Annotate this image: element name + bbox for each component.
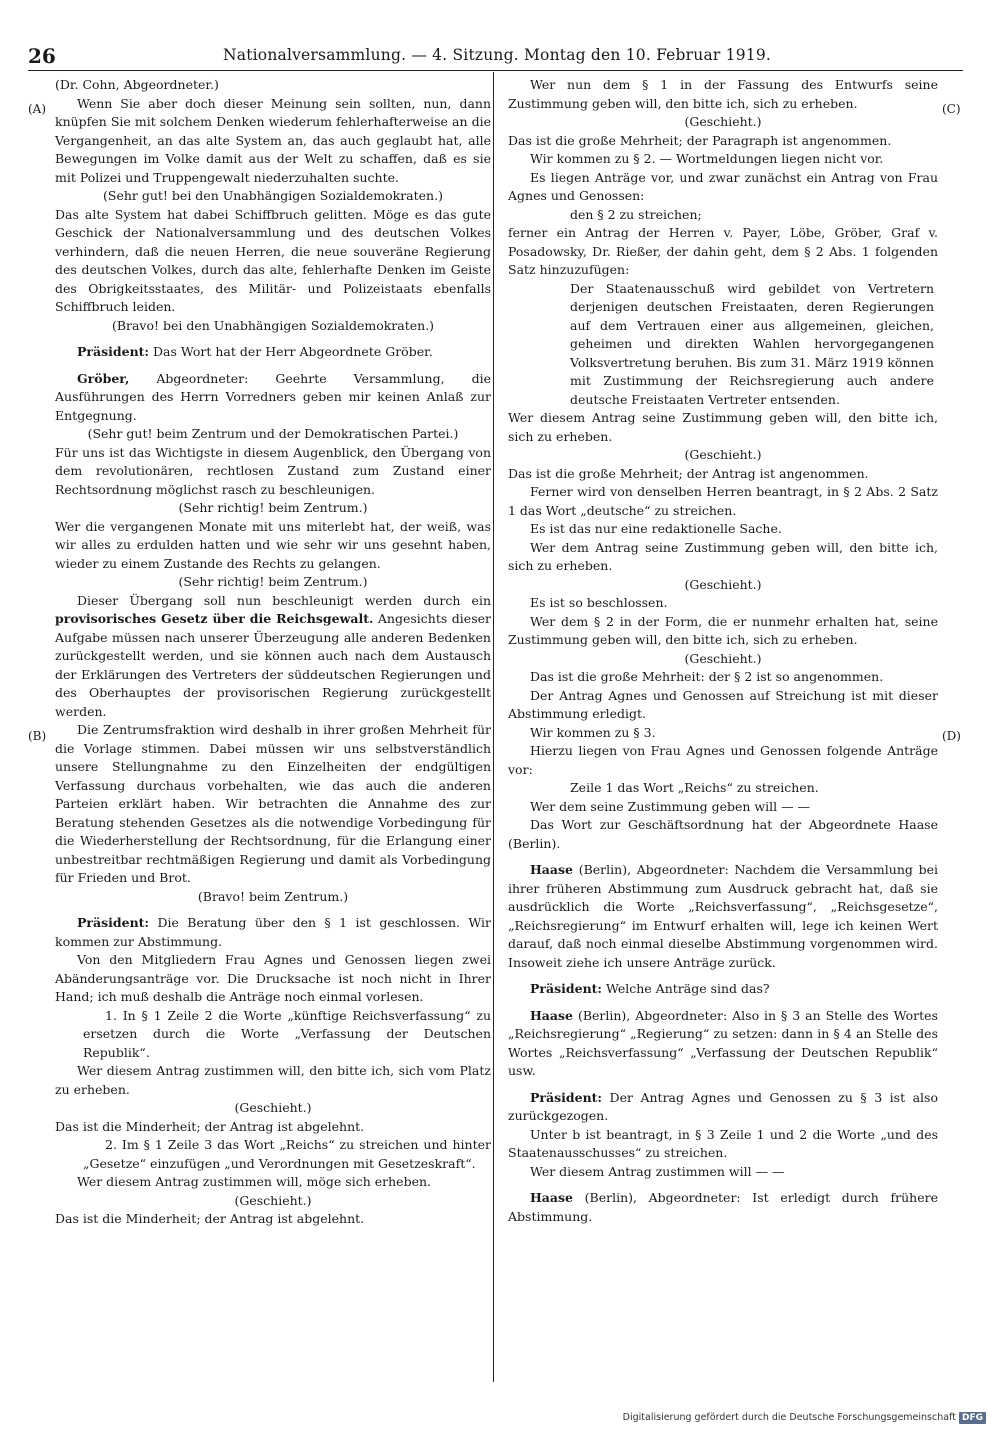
- paragraph: [508, 1089, 938, 1126]
- paragraph: Das alte System hat dabei Schiffbruch gelitten. Möge es das gute Geschick der Nationalversammlung und des deutschen Volkes verhindern, daß die neuen Herren, die neue souveräne Regierung des deutschen Volkes, durch das alte, fehlerhafte Denken im Geiste des Obrigkeitsstaates, des Militär- und Polizeistaats ebenfalls Schiffbruch leiden.: [55, 206, 491, 314]
- paragraph: Es liegen Anträge vor, und zwar zunächst ein Antrag von Frau Agnes und Genossen:: [508, 169, 938, 203]
- paragraph: ferner ein Antrag der Herren v. Payer, Löbe, Gröber, Graf v. Posadowsky, Dr. Rießer, der dahin geht, dem § 2 Abs. 1 folgenden Satz hinzuzufügen:: [508, 225, 938, 277]
- paragraph: Wer diesem Antrag seine Zustimmung geben will, den bitte ich, sich zu erheben.: [508, 410, 938, 444]
- page-number: 26: [28, 44, 56, 68]
- paragraph: Der Antrag Agnes und Genossen auf Streichung ist mit dieser Abstimmung erledigt.: [508, 687, 938, 721]
- speaker-name: Gröber,: [77, 370, 130, 386]
- paragraph: Die Zentrumsfraktion wird deshalb in ihrer großen Mehrheit für die Vorlage stimmen. Dabei müssen wir uns selbstverständlich unsere Stellungnahme zu den Einzelheiten der endgültigen Verfassung durchaus vorbehalten, wie das auch die anderen Parteien erklärt haben. Wir betrachten die Annahme des zur Beratung stehenden Gesetzes als die notwendige Vorbedingung für die Wiederherstellung der Rechtsordnung, für die Erlangung einer unbestreitbar rechtmäßigen Regierung und damit als Vorbedingung für Frieden und Brot.: [55, 722, 491, 885]
- paragraph: Wir kommen zu § 2. — Wortmeldungen liegen nicht vor.: [530, 151, 884, 166]
- interjection: (Bravo! beim Zentrum.): [197, 888, 349, 904]
- interjection: (Geschieht.): [684, 114, 762, 129]
- paragraph: Es ist das nur eine redaktionelle Sache.: [530, 521, 782, 536]
- speaker-name: Präsident:: [77, 344, 150, 359]
- paragraph: Das ist die große Mehrheit; der Antrag ist angenommen.: [508, 465, 869, 481]
- left-column: [55, 76, 491, 1229]
- speaker-name: Präsident:: [530, 1089, 603, 1105]
- speech-text: Das Wort hat der Herr Abgeordnete Gröber.: [149, 344, 433, 359]
- paragraph: Das Wort zur Geschäftsordnung hat der Abgeordnete Haase (Berlin).: [508, 817, 938, 851]
- speech-text: Der Antrag Agnes und Genossen zu § 3 ist also zurückgezogen.: [508, 1089, 938, 1123]
- interjection: (Geschieht.): [684, 650, 762, 666]
- speech-text: (Berlin), Abgeordneter: Also in § 3 an Stelle des Wortes „Reichsregierung“ „Regierung“ zu setzen: dann in § 4 an Stelle des Wortes „Reichsverfassung“ „Verfassung der Deutschen Republik“ usw.: [508, 1007, 938, 1078]
- paragraph: Wenn Sie aber doch dieser Meinung sein sollten, nun, dann knüpfen Sie mit solchem Denken wiederum fehlerhafterweise an die Vergangenheit, an das alte System an, das auch geglaubt hat, alle Bewegungen im Volke damit aus der Welt zu schaffen, daß es sie mit Polizei und Truppengewalt niederzuhalten suchte.: [55, 95, 491, 185]
- speech-text: Die Beratung über den § 1 ist geschlossen. Wir kommen zur Abstimmung.: [55, 915, 491, 949]
- paragraph: Wer dem § 2 in der Form, die er nunmehr erhalten hat, seine Zustimmung geben will, den bitte ich, sich zu erheben.: [508, 613, 938, 647]
- paragraph: Wir kommen zu § 3.: [530, 724, 656, 740]
- paragraph: Das ist die Minderheit; der Antrag ist abgelehnt.: [55, 1211, 365, 1226]
- quoted-motion: Zeile 1 das Wort „Reichs“ zu streichen.: [570, 780, 819, 795]
- paragraph: [55, 592, 491, 722]
- paragraph: Von den Mitgliedern Frau Agnes und Genossen liegen zwei Abänderungsanträge vor. Die Drucksache ist noch nicht in Ihrer Hand; ich muß deshalb die Anträge noch einmal vorlesen.: [55, 952, 491, 1004]
- paragraph: Das ist die große Mehrheit: der § 2 ist so angenommen.: [530, 669, 884, 684]
- paragraph: [55, 914, 491, 951]
- paragraph: Das ist die Minderheit; der Antrag ist abgelehnt.: [55, 1118, 365, 1134]
- paragraph: Wer diesem Antrag zustimmen will, den bitte ich, sich vom Platz zu erheben.: [55, 1063, 491, 1097]
- paragraph: Für uns ist das Wichtigste in diesem Augenblick, den Übergang von dem revolutionären, rechtlosen Zustand zum Zustand einer Rechtsordnung möglichst rasch zu beschleunigen.: [55, 444, 491, 497]
- paragraph: [508, 1189, 938, 1226]
- footer-credit: [623, 1412, 986, 1424]
- interjection: (Geschieht.): [684, 576, 762, 592]
- motion-item: 2. Im § 1 Zeile 3 das Wort „Reichs“ zu streichen und hinter „Gesetze“ einzufügen „und Verordnungen mit Gesetzeskraft“.: [83, 1137, 491, 1171]
- speech-text: Abgeordneter: Geehrte Versammlung, die Ausführungen des Herrn Vorredners geben mir keinen Anlaß zur Entgegnung.: [55, 370, 491, 423]
- margin-marker-d: (D): [942, 729, 961, 743]
- speaker-name: Präsident:: [77, 915, 150, 930]
- column-divider: [493, 72, 494, 1382]
- interjection: (Geschieht.): [684, 447, 762, 462]
- speaker-note: (Dr. Cohn, Abgeordneter.): [55, 77, 219, 92]
- speech-text: Dieser Übergang soll nun beschleunigt werden durch ein: [77, 592, 491, 608]
- running-head: Nationalversammlung. — 4. Sitzung. Montag den 10. Februar 1919.: [223, 46, 772, 64]
- footer-text: Digitalisierung gefördert durch die Deutsche Forschungsgemeinschaft: [622, 1412, 956, 1423]
- speaker-name: Präsident:: [530, 981, 603, 996]
- law-title: provisorisches Gesetz über die Reichsgewalt.: [55, 611, 374, 626]
- paragraph: Wer nun dem § 1 in der Fassung des Entwurfs seine Zustimmung geben will, den bitte ich, sich zu erheben.: [508, 77, 938, 111]
- quoted-motion: den § 2 zu streichen;: [570, 206, 702, 222]
- margin-marker-c: (C): [942, 102, 961, 116]
- margin-marker-a: (A): [28, 102, 47, 116]
- interjection: (Sehr gut! beim Zentrum und der Demokratischen Partei.): [87, 426, 459, 441]
- right-column: [508, 76, 938, 1226]
- motion-item: 1. In § 1 Zeile 2 die Worte „künftige Reichsverfassung“ zu ersetzen durch die Worte „Verfassung der Deutschen Republik“.: [83, 1007, 491, 1060]
- speaker-name: Haase: [530, 862, 573, 877]
- paragraph: Das ist die große Mehrheit; der Paragraph ist angenommen.: [508, 132, 892, 148]
- speaker-name: Haase: [530, 1190, 573, 1205]
- page-header: [28, 44, 963, 70]
- paragraph: Hierzu liegen von Frau Agnes und Genossen folgende Anträge vor:: [508, 743, 938, 777]
- dfg-logo: DFG: [959, 1412, 986, 1424]
- paragraph: [508, 861, 938, 972]
- paragraph: Ferner wird von denselben Herren beantragt, in § 2 Abs. 2 Satz 1 das Wort „deutsche“ zu streichen.: [508, 484, 938, 518]
- speaker-name: Haase: [530, 1007, 573, 1023]
- paragraph: [55, 370, 491, 426]
- paragraph: Wer die vergangenen Monate mit uns miterlebt hat, der weiß, was wir alles zu erdulden hatten und wie sehr wir uns gesehnt haben, wieder zu einem Zustande des Rechts zu gelangen.: [55, 518, 491, 571]
- quoted-motion: Der Staatenausschuß wird gebildet von Vertretern derjenigen deutschen Freistaaten, deren Regierungen auf dem Vertrauen einer aus allgemeinen, gleichen, geheimen und direkten Wahlen hervorgegangenen Volksvertretung beruhen. Bis zum 31. März 1919 können mit Zustimmung der Reichsregierung auch andere deutsche Freistaaten Vertreter entsenden.: [570, 280, 934, 407]
- speech-text: (Berlin), Abgeordneter: Ist erledigt durch frühere Abstimmung.: [508, 1190, 938, 1224]
- interjection: (Sehr richtig! beim Zentrum.): [178, 500, 368, 515]
- paragraph: Wer diesem Antrag zustimmen will, möge sich erheben.: [77, 1174, 431, 1189]
- header-rule: [28, 70, 963, 71]
- paragraph: [508, 1007, 938, 1081]
- speech-text: (Berlin), Abgeordneter: Nachdem die Versammlung bei ihrer früheren Abstimmung zum Ausdruck gebracht hat, daß sie ausdrücklich die Worte „Reichsverfassung“, „Reichsgesetze“, „Reichsregierung“ im Entwurf erhalten will, lege ich keinen Wert darauf, daß noch einmal dieselbe Abstimmung vorgenommen wird. Insoweit ziehe ich unsere Anträge zurück.: [508, 862, 938, 970]
- paragraph: Wer dem Antrag seine Zustimmung geben will, den bitte ich, sich zu erheben.: [508, 539, 938, 573]
- paragraph: Wer dem seine Zustimmung geben will — —: [530, 798, 811, 814]
- interjection: (Sehr gut! bei den Unabhängigen Sozialdemokraten.): [103, 188, 443, 203]
- margin-marker-b: (B): [28, 729, 47, 743]
- paragraph: [508, 980, 938, 999]
- paragraph: Unter b ist beantragt, in § 3 Zeile 1 und 2 die Worte „und des Staatenausschusses“ zu streichen.: [508, 1126, 938, 1160]
- paragraph: Es ist so beschlossen.: [530, 595, 668, 610]
- paragraph: [55, 343, 491, 362]
- interjection: (Geschieht.): [234, 1192, 312, 1208]
- speech-text: Welche Anträge sind das?: [602, 981, 770, 996]
- speech-text: Angesichts dieser Aufgabe müssen nach unserer Überzeugung alle anderen Bedenken zurückgestellt werden, und sie können auch nach dem Austausch der Erklärungen des Vertreters der süddeutschen Regierungen und des Oberhauptes der provisorischen Regierung zurückgestellt werden.: [55, 611, 491, 719]
- paragraph: Wer diesem Antrag zustimmen will — —: [530, 1163, 785, 1179]
- interjection: (Sehr richtig! beim Zentrum.): [178, 574, 368, 589]
- interjection: (Bravo! bei den Unabhängigen Sozialdemokraten.): [111, 317, 435, 333]
- interjection: (Geschieht.): [234, 1100, 312, 1115]
